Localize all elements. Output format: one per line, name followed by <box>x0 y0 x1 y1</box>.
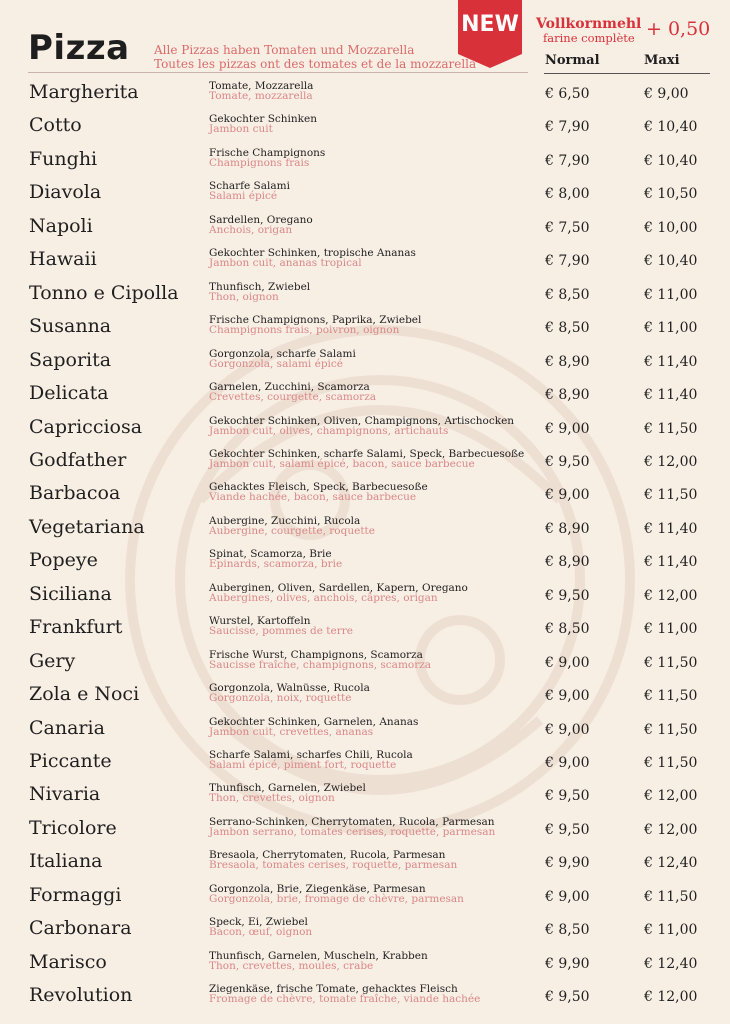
price-maxi: € 12,00 <box>644 453 698 470</box>
price-normal: € 8,50 <box>545 922 590 939</box>
pizza-ingredients-french: Gorgonzola, noix, roquette <box>209 692 352 705</box>
pizza-ingredients-french: Saucisse, pommes de terre <box>209 625 353 638</box>
pizza-ingredients-french: Aubergines, olives, anchois, câpres, origan <box>209 591 438 604</box>
pizza-ingredients-french: Champignons frais, poivron, oignon <box>209 324 400 337</box>
pizza-row <box>0 847 730 880</box>
price-normal: € 8,50 <box>545 320 590 337</box>
pizza-row <box>0 814 730 847</box>
price-normal: € 7,90 <box>545 152 590 169</box>
pizza-row <box>0 446 730 479</box>
pizza-name: Italiana <box>29 850 103 873</box>
pizza-ingredients-french: Crevettes, courgette, scamorza <box>209 391 376 404</box>
pizza-ingredients-german: Tomate, Mozzarella <box>209 80 314 92</box>
pizza-row <box>0 948 730 981</box>
pizza-ingredients-german: Garnelen, Zucchini, Scamorza <box>209 381 370 394</box>
price-maxi: € 12,00 <box>644 788 698 805</box>
column-header-maxi: Maxi <box>644 53 680 68</box>
pizza-name: Nivaria <box>29 783 101 806</box>
price-maxi: € 11,50 <box>644 654 698 671</box>
pizza-name: Diavola <box>29 181 102 204</box>
price-maxi: € 9,00 <box>644 86 689 102</box>
pizza-ingredients-french: Epinards, scamorza, brie <box>209 558 343 571</box>
pizza-row <box>0 312 730 345</box>
pizza-name: Popeye <box>29 549 98 572</box>
pizza-row <box>0 881 730 914</box>
price-normal: € 9,90 <box>545 955 590 972</box>
pizza-ingredients-german: Wurstel, Kartoffeln <box>209 615 311 628</box>
pizza-ingredients-german: Gekochter Schinken, scharfe Salami, Speck, Barbecuesoße <box>209 447 525 460</box>
price-maxi: € 11,50 <box>644 755 698 771</box>
pizza-ingredients-french: Thon, crevettes, moules, crabe <box>209 959 374 972</box>
price-normal: € 8,90 <box>545 554 590 571</box>
pizza-row <box>0 379 730 412</box>
price-normal: € 9,50 <box>545 989 590 1006</box>
price-normal: € 9,00 <box>545 888 590 905</box>
pizza-row <box>0 747 730 780</box>
price-maxi: € 12,40 <box>644 955 698 972</box>
pizza-ingredients-french: Salami épicé <box>209 190 278 203</box>
note-german: Alle Pizzas haben Tomaten und Mozzarella <box>154 43 415 57</box>
pizza-name: Margherita <box>29 81 139 103</box>
pizza-row <box>0 413 730 446</box>
pizza-ingredients-german: Thunfisch, Zwiebel <box>209 280 311 293</box>
price-normal: € 7,90 <box>545 253 590 270</box>
pizza-ingredients-german: Ziegenkäse, frische Tomate, gehacktes Fleisch <box>209 983 458 996</box>
pizza-row <box>0 279 730 312</box>
pizza-row <box>0 178 730 211</box>
pizza-ingredients-german: Frische Champignons <box>209 146 326 159</box>
pizza-ingredients-german: Serrano-Schinken, Cherrytomaten, Rucola, Parmesan <box>209 815 495 828</box>
price-normal: € 9,50 <box>545 788 590 805</box>
pizza-ingredients-french: Tomate, mozzarella <box>209 90 313 102</box>
price-normal: € 8,90 <box>545 387 590 404</box>
pizza-name: Revolution <box>29 984 133 1007</box>
pizza-name: Tricolore <box>29 816 117 839</box>
pizza-name: Susanna <box>29 315 112 338</box>
pizza-name: Funghi <box>29 147 98 170</box>
menu-header <box>0 0 730 80</box>
price-maxi: € 11,00 <box>644 320 698 337</box>
pizza-ingredients-french: Jambon cuit, salami épicé, bacon, sauce barbecue <box>209 457 475 470</box>
pizza-name: Napoli <box>29 214 93 237</box>
pizza-name: Saporita <box>29 348 112 371</box>
pizza-ingredients-german: Sardellen, Oregano <box>209 213 313 226</box>
pizza-row <box>0 647 730 680</box>
pizza-ingredients-german: Gekochter Schinken, Garnelen, Ananas <box>209 715 419 728</box>
pizza-ingredients-german: Thunfisch, Garnelen, Zwiebel <box>209 782 366 795</box>
pizza-name: Cotto <box>29 114 82 137</box>
price-maxi: € 11,00 <box>644 621 698 638</box>
pizza-ingredients-german: Gehacktes Fleisch, Speck, Barbecuesoße <box>209 481 428 494</box>
pizza-ingredients-french: Gorgonzola, salami épicé <box>209 357 343 370</box>
pizza-ingredients-german: Spinat, Scamorza, Brie <box>209 548 332 561</box>
price-normal: € 8,00 <box>545 186 590 203</box>
pizza-ingredients-french: Bresaola, tomates cerises, roquette, parmesan <box>209 859 458 872</box>
pizza-name: Gery <box>29 649 76 672</box>
pizza-row <box>0 914 730 947</box>
pizza-row <box>0 546 730 579</box>
pizza-ingredients-german: Scharfe Salami <box>209 180 290 193</box>
price-normal: € 9,00 <box>545 487 590 504</box>
price-maxi: € 10,40 <box>644 253 698 270</box>
pizza-ingredients-german: Thunfisch, Garnelen, Muscheln, Krabben <box>209 949 428 962</box>
price-normal: € 8,90 <box>545 353 590 370</box>
column-header-normal: Normal <box>545 53 600 68</box>
pizza-ingredients-german: Scharfe Salami, scharfes Chili, Rucola <box>209 749 413 761</box>
page-title: Pizza <box>28 28 130 68</box>
column-header-divider <box>544 73 710 74</box>
pizza-ingredients-french: Saucisse fraîche, champignons, scamorza <box>209 658 432 671</box>
pizza-row <box>0 613 730 646</box>
price-maxi: € 12,00 <box>644 989 698 1006</box>
pizza-ingredients-french: Salami épicé, piment fort, roquette <box>209 759 397 771</box>
pizza-name: Piccante <box>29 750 112 772</box>
pizza-row <box>0 513 730 546</box>
pizza-ingredients-french: Anchois, origan <box>209 223 293 236</box>
price-normal: € 9,00 <box>545 755 590 771</box>
pizza-ingredients-french: Thon, oignon <box>209 290 279 303</box>
price-maxi: € 11,50 <box>644 420 698 437</box>
price-normal: € 7,90 <box>545 119 590 136</box>
pizza-row <box>0 111 730 144</box>
price-normal: € 8,50 <box>545 286 590 303</box>
pizza-ingredients-german: Bresaola, Cherrytomaten, Rucola, Parmesan <box>209 849 446 862</box>
price-normal: € 9,00 <box>545 688 590 705</box>
pizza-name: Formaggi <box>29 883 122 906</box>
pizza-row <box>0 981 730 1014</box>
pizza-row <box>0 78 730 111</box>
pizza-ingredients-german: Gorgonzola, scharfe Salami <box>209 347 356 360</box>
price-maxi: € 12,00 <box>644 587 698 604</box>
pizza-row <box>0 479 730 512</box>
price-normal: € 7,50 <box>545 219 590 236</box>
pizza-name: Marisco <box>29 950 107 973</box>
price-maxi: € 11,40 <box>644 387 698 404</box>
pizza-ingredients-german: Aubergine, Zucchini, Rucola <box>209 514 361 527</box>
note-french: Toutes les pizzas ont des tomates et de la mozzarella <box>154 57 477 71</box>
price-maxi: € 10,00 <box>644 219 698 236</box>
pizza-ingredients-french: Thon, crevettes, oignon <box>209 792 335 805</box>
pizza-ingredients-french: Fromage de chèvre, tomate fraîche, viande hachée <box>209 993 481 1006</box>
pizza-ingredients-french: Jambon serrano, tomates cerises, roquette, parmesan <box>209 825 496 838</box>
pizza-ingredients-french: Jambon cuit, crevettes, ananas <box>209 725 374 738</box>
pizza-ingredients-french: Jambon cuit, olives, champignons, artichauts <box>209 424 449 437</box>
pizza-ingredients-french: Jambon cuit <box>209 123 273 136</box>
pizza-ingredients-french: Viande hachée, bacon, sauce barbecue <box>209 491 417 504</box>
pizza-row <box>0 780 730 813</box>
pizza-ingredients-french: Bacon, œuf, oignon <box>209 926 313 939</box>
price-maxi: € 11,50 <box>644 688 698 705</box>
pizza-row <box>0 580 730 613</box>
price-normal: € 9,50 <box>545 587 590 604</box>
pizza-ingredients-german: Gekochter Schinken, tropische Ananas <box>209 247 416 260</box>
pizza-ingredients-german: Gorgonzola, Brie, Ziegenkäse, Parmesan <box>209 882 426 895</box>
pizza-ingredients-german: Auberginen, Oliven, Sardellen, Kapern, Oregano <box>209 581 468 594</box>
price-maxi: € 10,40 <box>644 152 698 169</box>
pizza-name: Delicata <box>29 382 109 405</box>
pizza-ingredients-french: Gorgonzola, brie, fromage de chèvre, parmesan <box>209 892 464 905</box>
pizza-row <box>0 245 730 278</box>
price-maxi: € 11,40 <box>644 520 698 537</box>
pizza-ingredients-german: Speck, Ei, Zwiebel <box>209 916 308 929</box>
price-maxi: € 11,50 <box>644 721 698 738</box>
price-maxi: € 11,50 <box>644 487 698 504</box>
pizza-name: Capricciosa <box>29 415 143 438</box>
price-normal: € 8,90 <box>545 520 590 537</box>
price-maxi: € 11,00 <box>644 286 698 303</box>
price-maxi: € 11,50 <box>644 888 698 905</box>
pizza-row <box>0 145 730 178</box>
price-maxi: € 11,40 <box>644 554 698 571</box>
pizza-ingredients-german: Gorgonzola, Walnüsse, Rucola <box>209 682 370 695</box>
pizza-name: Barbacoa <box>29 482 121 505</box>
wholegrain-label: Vollkornmehl <box>536 16 642 32</box>
pizza-row <box>0 346 730 379</box>
new-badge-label: NEW <box>461 12 519 37</box>
pizza-row <box>0 680 730 713</box>
pizza-ingredients-german: Frische Wurst, Champignons, Scamorza <box>209 648 423 661</box>
price-maxi: € 10,40 <box>644 119 698 136</box>
price-normal: € 9,90 <box>545 855 590 872</box>
pizza-name: Carbonara <box>29 917 132 940</box>
pizza-ingredients-german: Gekochter Schinken, Oliven, Champignons, Artischocken <box>209 414 515 427</box>
wholegrain-surcharge: + 0,50 <box>646 18 711 40</box>
price-maxi: € 12,40 <box>644 855 698 872</box>
pizza-name: Vegetariana <box>29 515 145 538</box>
pizza-row <box>0 212 730 245</box>
price-normal: € 9,00 <box>545 420 590 437</box>
price-maxi: € 11,00 <box>644 922 698 939</box>
price-normal: € 9,00 <box>545 721 590 738</box>
wholegrain-sublabel: farine complète <box>543 31 635 45</box>
price-normal: € 8,50 <box>545 621 590 638</box>
pizza-ingredients-french: Aubergine, courgette, roquette <box>209 524 375 537</box>
price-maxi: € 11,40 <box>644 353 698 370</box>
price-normal: € 9,50 <box>545 453 590 470</box>
price-normal: € 6,50 <box>545 86 590 102</box>
new-badge <box>458 0 522 68</box>
pizza-ingredients-french: Jambon cuit, ananas tropical <box>209 257 362 270</box>
pizza-name: Hawaii <box>29 248 97 271</box>
price-normal: € 9,00 <box>545 654 590 671</box>
pizza-name: Tonno e Cipolla <box>29 281 179 304</box>
price-normal: € 9,50 <box>545 821 590 838</box>
pizza-ingredients-french: Champignons frais <box>209 156 310 169</box>
pizza-ingredients-german: Frische Champignons, Paprika, Zwiebel <box>209 314 422 327</box>
pizza-name: Siciliana <box>29 582 112 605</box>
price-maxi: € 12,00 <box>644 821 698 838</box>
pizza-name: Frankfurt <box>29 616 123 639</box>
pizza-name: Zola e Noci <box>29 683 140 706</box>
price-maxi: € 10,50 <box>644 186 698 203</box>
pizza-name: Godfather <box>29 448 127 471</box>
pizza-row <box>0 714 730 747</box>
pizza-ingredients-german: Gekochter Schinken <box>209 113 318 126</box>
pizza-name: Canaria <box>29 716 105 739</box>
title-divider <box>28 72 528 73</box>
